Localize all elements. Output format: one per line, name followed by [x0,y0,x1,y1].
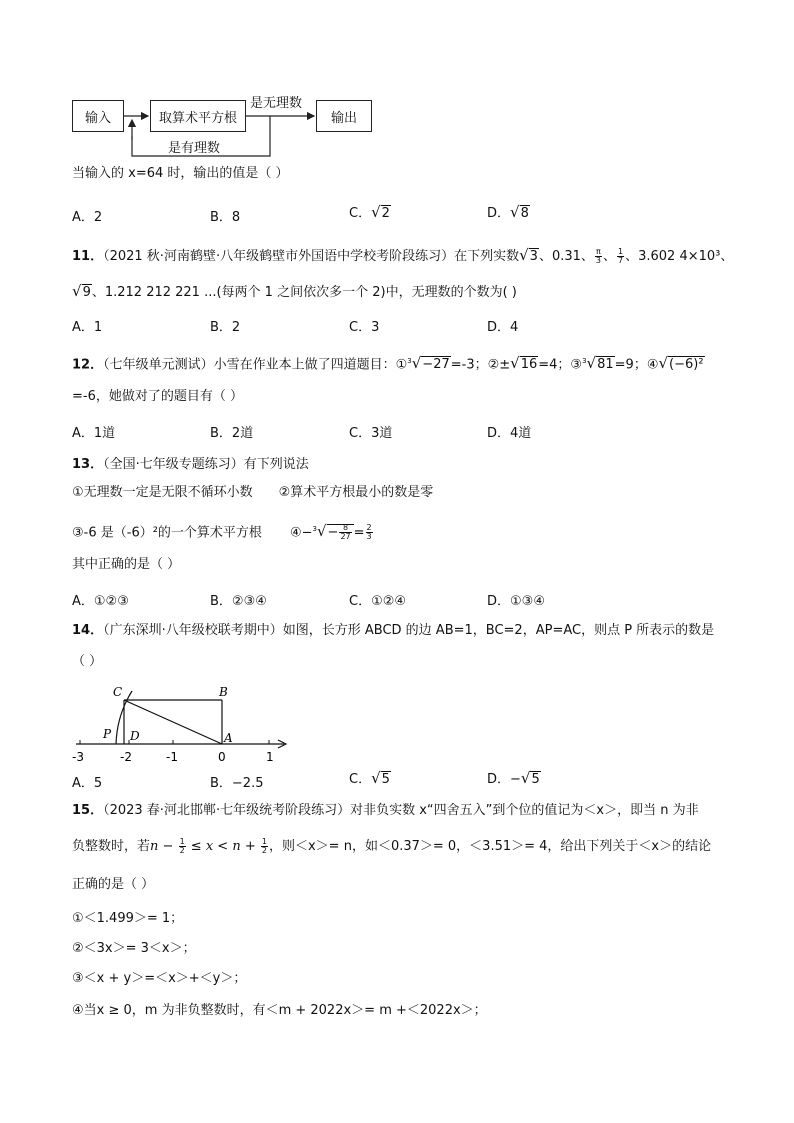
q11-option-b[interactable]: B．2 [210,320,241,335]
tick-label: -3 [72,750,84,764]
sqrt-symbol: √2 [371,203,390,221]
q13-statements-1-2: ①无理数一定是无限不循环小数 ②算术平方根最小的数是零 [72,485,434,500]
q11-option-a[interactable]: A．1 [72,320,103,335]
point-label-a: A [224,731,233,745]
q11-option-d[interactable]: D．4 [487,320,519,335]
sqrt-symbol: √3 [519,246,538,264]
cube-root-symbol: √− $\frac{8}{27}$ [317,522,354,542]
point-label-d: D [130,729,140,743]
q14-figure [66,676,296,766]
tick-label: -2 [120,750,132,764]
cube-root-symbol: √81 [586,354,614,373]
q11-option-c[interactable]: C．3 [349,320,380,335]
q12-option-b[interactable]: B．2道 [210,426,254,441]
fraction-pi-over-3: $\frac{\pi}{3}$ [595,247,601,265]
q10-option-b[interactable]: B．8 [210,210,241,225]
tick-label: 1 [266,750,274,764]
q12-option-d[interactable]: D．4道 [487,426,532,441]
point-label-b: B [219,685,228,699]
q13-option-a[interactable]: A．①②③ [72,594,129,609]
fraction-one-half: $\frac{1}{2}$ [261,837,267,855]
fraction-one-seventh: $\frac{1}{7}$ [618,247,624,265]
flow-output-box: 输出 [316,100,372,132]
sqrt-symbol: √8 [510,203,529,221]
q14-option-c[interactable]: C．√5 [349,769,390,787]
flow-rational-label: 是有理数 [168,141,221,156]
q14-line1: 14．（广东深圳·八年级校联考期中）如图，长方形 ABCD 的边 AB=1，BC=2，AP=AC，则点 P 所表示的数是 [72,623,715,638]
q14-option-b[interactable]: B．−2.5 [210,776,264,791]
tick-label: -1 [166,750,178,764]
q12-line1: 12．（七年级单元测试）小雪在作业本上做了四道题目：①$^3$√−27=-3；②±√16=4；③$^3$√81=9；④√(−6)² [72,354,704,373]
q12-line2: =-6，她做对了的题目有（ ） [72,389,243,404]
q13-line1: 13．（全国·七年级专题练习）有下列说法 [72,457,309,472]
q14-option-a[interactable]: A．5 [72,776,103,791]
sqrt-symbol: √5 [371,769,390,787]
q15-conclusion-2: ②＜3x＞= 3＜x＞； [72,941,196,956]
q13-option-c[interactable]: C．①②④ [349,594,407,609]
tick-label: 0 [218,750,226,764]
sqrt-symbol: √(−6)² [658,354,704,373]
flow-input-box: 输入 [72,100,124,132]
fraction-8-over-27: $\frac{8}{27}$ [340,523,351,542]
q12-option-a[interactable]: A．1道 [72,426,116,441]
q13-question: 其中正确的是（ ） [72,557,181,572]
q10-stem: 当输入的 x=64 时，输出的值是（ ） [72,166,289,181]
q11-line1: 11．（2021 秋·河南鹤壁·八年级鹤壁市外国语中学校考阶段练习）在下列实数√3、0.31、 $\frac{\pi}{3}$ 、 $\frac{1}{7}$ 、3.602 4×10³、 [72,246,734,265]
q13-option-b[interactable]: B．②③④ [210,594,267,609]
q15-conclusion-4: ④当x ≥ 0，m 为非负整数时，有＜m + 2022x＞= m +＜2022x＞； [72,1003,487,1018]
q15-conclusion-1: ①＜1.499＞= 1； [72,911,184,926]
cube-root-symbol: √−27 [411,354,450,373]
sqrt-symbol: √16 [510,354,538,373]
q14-option-d[interactable]: D．−√5 [487,769,540,787]
q10-option-d[interactable]: D．√8 [487,203,529,221]
q11-line2: √9、1.212 212 221 ...(每两个 1 之间依次多一个 2)中，无理数的个数为( ) [72,282,517,300]
flow-irrational-label: 是无理数 [250,96,303,111]
q15-line2: 负整数时，若n − $\frac{1}{2}$ ≤ x < n + $\frac{1}{2}$ ，则＜x＞= n，如＜0.37＞= 0，＜3.51＞= 4，给出下列关于＜x＞的结论 [72,837,712,855]
q15-line1: 15．（2023 春·河北邯郸·七年级统考阶段练习）对非负实数 x“四舍五入”到个位的值记为＜x＞，即当 n 为非 [72,803,699,818]
sqrt-symbol: √9 [72,282,91,300]
q10-option-c[interactable]: C．√2 [349,203,390,221]
q10-option-a[interactable]: A．2 [72,210,103,225]
fraction-one-half: $\frac{1}{2}$ [179,837,185,855]
flow-process-box: 取算术平方根 [150,100,246,132]
point-label-c: C [113,685,123,699]
q15-conclusion-3: ③＜x + y＞=＜x＞+＜y＞； [72,971,247,986]
q14-paren: （ ） [72,654,103,669]
fraction-2-over-3: $\frac{2}{3}$ [366,523,372,542]
q15-line3: 正确的是（ ） [72,877,155,892]
flow-arrows [0,0,794,170]
point-label-p: P [103,727,112,741]
q12-option-c[interactable]: C．3道 [349,426,393,441]
q13-option-d[interactable]: D．①③④ [487,594,545,609]
q13-statements-3-4: ③-6 是（-6）²的一个算术平方根 ④−$^3$√− $\frac{8}{27}$ = $\frac{2}{3}$ [72,522,372,542]
sqrt-symbol: √5 [520,769,540,787]
